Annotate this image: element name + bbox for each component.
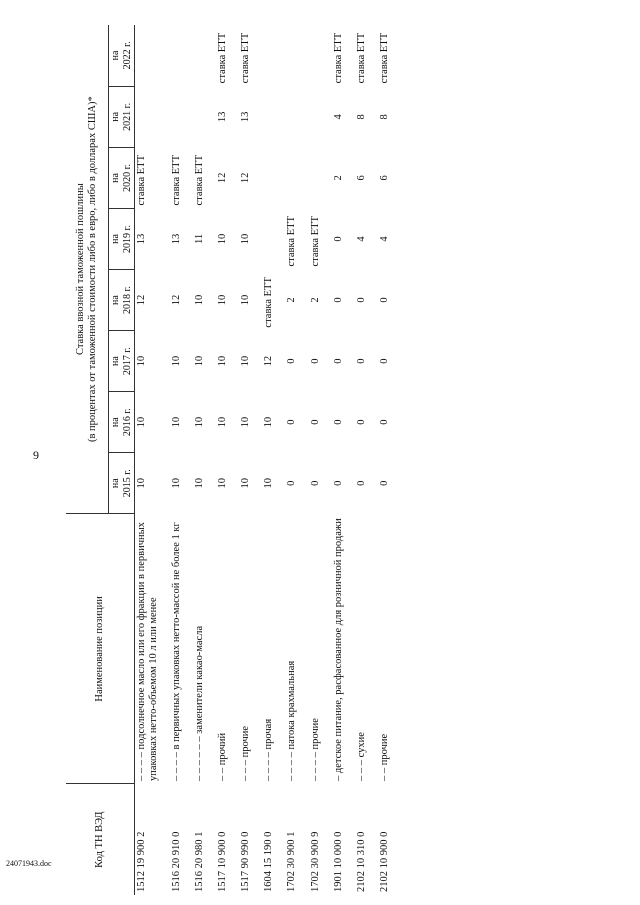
cell-code: 2102 10 900 0: [378, 831, 390, 892]
cell-rate: 2: [309, 297, 321, 303]
cell-rate: 0: [355, 419, 367, 425]
cell-rate: 10: [217, 477, 229, 489]
table-row: [184, 25, 207, 895]
cell-rate: 10: [194, 294, 206, 306]
cell-rate-ett: ставка ЕТТ: [217, 32, 229, 84]
cell-code: 1516 20 910 0: [171, 831, 183, 892]
header-year-line: на: [110, 478, 121, 489]
cell-rate: 13: [217, 111, 229, 123]
cell-rate: 0: [355, 480, 367, 486]
cell-rate: 12: [217, 172, 229, 184]
cell-rate: 0: [286, 480, 298, 486]
cell-rate-ett: ставка ЕТТ: [286, 216, 298, 267]
header-year-line: 2018 г.: [121, 286, 133, 315]
cell-rate: 6: [355, 175, 367, 181]
cell-rate: 12: [263, 355, 275, 367]
cell-rate: 2: [332, 175, 344, 181]
cell-rate: 10: [194, 355, 206, 367]
header-year-line: 2021 г.: [121, 102, 133, 131]
header-year-5: [109, 147, 135, 208]
table-row: [230, 25, 253, 895]
header-rate-line1: Ставка ввозной таможенной пошлины: [74, 183, 86, 356]
header-rate-line2: (в процентах от таможенной стоимости либо в евро, либо в долларах США)*: [87, 96, 98, 443]
cell-rate: 0: [286, 419, 298, 425]
cell-name: – – – – патока крахмальная: [286, 660, 298, 781]
cell-rate: 10: [263, 477, 275, 489]
header-year-4: [109, 208, 135, 269]
cell-rate: 8: [378, 114, 390, 120]
cell-rate: 10: [217, 416, 229, 428]
cell-code: 2102 10 310 0: [355, 831, 367, 892]
header-year-line: 2016 г.: [121, 408, 133, 437]
cell-rate: 0: [332, 297, 344, 303]
cell-rate-ett: ставка ЕТТ: [309, 216, 321, 267]
cell-rate: 4: [332, 114, 344, 120]
cell-name: – – – – – – заменители какао-масла: [194, 625, 206, 781]
cell-rate: 0: [332, 419, 344, 425]
cell-rate-ett: ставка ЕТТ: [136, 154, 147, 206]
cell-name: – – – – в первичных упаковках нетто-массой не более 1 кг: [171, 522, 183, 781]
page-number: 9: [33, 448, 39, 462]
cell-rate: 2: [286, 297, 298, 303]
cell-rate-ett: ставка ЕТТ: [194, 154, 206, 206]
header-year-line: 2019 г.: [121, 225, 133, 253]
cell-rate: 0: [332, 480, 344, 486]
table-row: [300, 25, 323, 895]
cell-rate: 10: [171, 416, 183, 428]
cell-rate: 0: [309, 358, 321, 364]
cell-rate: 10: [240, 355, 252, 367]
cell-name: – детское питание, расфасованное для розничной продажи: [332, 518, 344, 781]
cell-name: – – – прочие: [240, 725, 252, 781]
cell-rate: 10: [217, 233, 229, 245]
table-row: [276, 25, 299, 895]
cell-rate: 12: [171, 294, 183, 306]
cell-rate: 10: [194, 416, 206, 428]
header-year-6: [109, 86, 135, 147]
cell-rate: 12: [136, 294, 147, 306]
cell-name: – – прочие: [378, 733, 390, 781]
cell-name: – – – – прочие: [309, 718, 321, 781]
cell-rate: 4: [378, 236, 390, 242]
header-year-line: на: [110, 50, 121, 61]
cell-code: 1517 90 990 0: [240, 831, 252, 892]
table-row: [369, 25, 392, 895]
table-row: [323, 25, 346, 895]
cell-rate: 0: [355, 358, 367, 364]
cell-rate: 10: [136, 477, 147, 489]
cell-rate: 10: [217, 294, 229, 306]
cell-rate: 0: [378, 297, 390, 303]
header-year-line: 2020 г.: [121, 163, 133, 192]
header-year-2: [109, 331, 135, 392]
rotated-table-container: [66, 25, 526, 895]
cell-code: 1901 10 000 0: [332, 831, 344, 892]
cell-rate-ett: ставка ЕТТ: [355, 32, 367, 84]
cell-code: 1512 19 900 2: [136, 831, 147, 892]
cell-rate: 0: [378, 480, 390, 486]
cell-code: 1702 30 900 9: [309, 831, 321, 892]
header-year-1: [109, 392, 135, 453]
header-year-line: 2022 г.: [121, 41, 133, 70]
cell-rate: 10: [240, 477, 252, 489]
cell-rate: 10: [217, 355, 229, 367]
header-year-line: на: [110, 111, 121, 122]
header-year-line: на: [110, 173, 121, 183]
cell-rate: 0: [309, 419, 321, 425]
header-year-line: на: [110, 417, 121, 428]
cell-rate: 0: [355, 297, 367, 303]
footer-filename: 2407194З.doc: [6, 859, 52, 868]
header-year-line: 2017 г.: [121, 347, 133, 376]
header-year-3: [109, 270, 135, 331]
header-code: Код ТН ВЭД: [66, 784, 135, 895]
cell-rate: 0: [332, 358, 344, 364]
cell-name: – – – сухие: [355, 732, 367, 781]
cell-name: – – – – подсолнечное масло или его фракции в первичных упаковках нетто-объемом 10 л или менее: [136, 522, 160, 781]
table-row: [135, 25, 162, 895]
header-year-line: на: [110, 295, 121, 305]
header-year-0: [109, 453, 135, 514]
header-rate: [66, 25, 109, 514]
cell-rate: 13: [240, 111, 252, 123]
cell-name: – – прочий: [217, 732, 229, 781]
header-year-line: на: [110, 356, 121, 367]
cell-rate: 10: [171, 355, 183, 367]
cell-rate: 10: [240, 233, 252, 245]
cell-rate: 0: [286, 358, 298, 364]
header-year-line: 2015 г.: [121, 469, 133, 498]
cell-rate: 10: [136, 416, 147, 428]
cell-rate: 10: [240, 416, 252, 428]
cell-code: 1702 30 900 1: [286, 831, 298, 892]
cell-rate: 13: [171, 233, 183, 245]
cell-rate: 11: [194, 233, 206, 245]
cell-code: 1517 10 900 0: [217, 831, 229, 892]
tariff-table: [66, 25, 392, 895]
cell-rate: 0: [378, 419, 390, 425]
cell-rate: 10: [171, 477, 183, 489]
cell-rate: 10: [136, 355, 147, 367]
cell-rate: 10: [263, 416, 275, 428]
cell-rate-ett: ставка ЕТТ: [378, 32, 390, 84]
cell-rate: 12: [240, 172, 252, 184]
cell-code: 1604 15 190 0: [263, 831, 275, 892]
cell-rate: 0: [378, 358, 390, 364]
table-row: [207, 25, 230, 895]
header-year-line: на: [110, 234, 121, 244]
cell-rate: 0: [309, 480, 321, 486]
cell-rate: 0: [332, 236, 344, 242]
table-row: [346, 25, 369, 895]
cell-rate-ett: ставка ЕТТ: [263, 277, 275, 328]
cell-rate: 4: [355, 236, 367, 242]
cell-rate: 13: [136, 233, 147, 245]
table-row: [161, 25, 184, 895]
table-row: [253, 25, 276, 895]
cell-rate-ett: ставка ЕТТ: [240, 32, 252, 84]
header-name: Наименование позиции: [66, 514, 135, 784]
cell-name: – – – – прочая: [263, 718, 275, 781]
cell-rate: 8: [355, 114, 367, 120]
cell-rate: 10: [194, 477, 206, 489]
cell-rate: 6: [378, 175, 390, 181]
header-year-7: [109, 25, 135, 86]
cell-code: 1516 20 980 1: [194, 831, 206, 892]
cell-rate: 10: [240, 294, 252, 306]
cell-rate-ett: ставка ЕТТ: [171, 154, 183, 206]
cell-rate-ett: ставка ЕТТ: [332, 32, 344, 84]
